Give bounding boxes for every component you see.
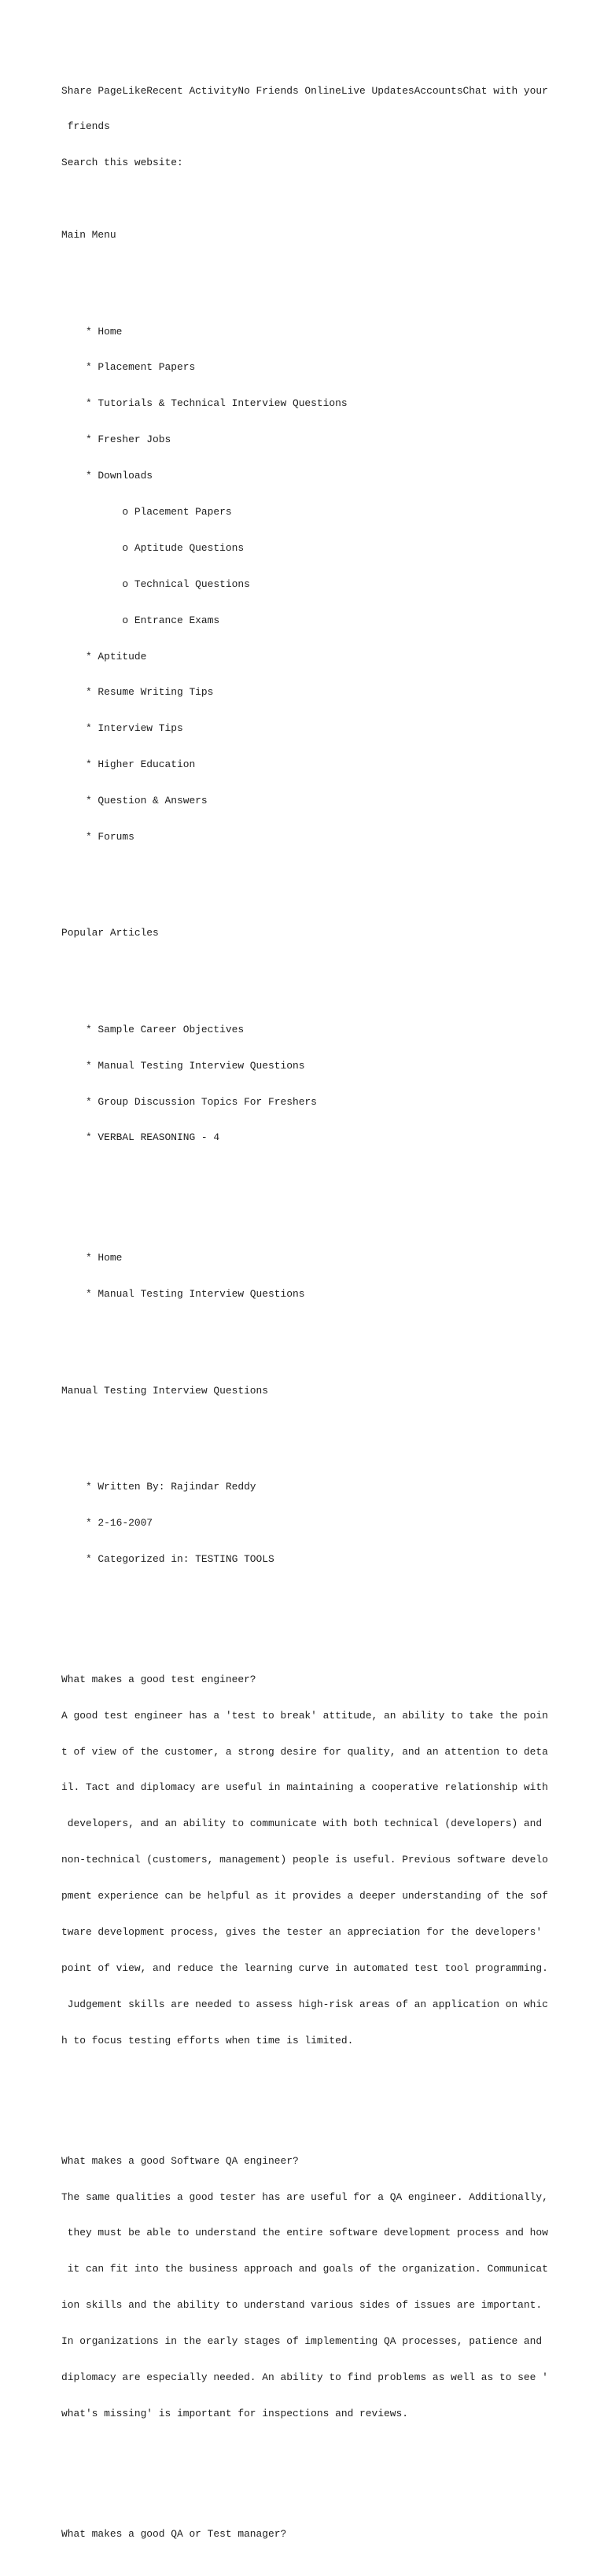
paragraph-line: non-technical (customers, management) people is useful. Previous software develo (61, 1854, 548, 1866)
article-section (61, 1649, 549, 2070)
submenu-item-aptitude-questions[interactable]: o Aptitude Questions (61, 541, 245, 554)
submenu-item-placement-papers[interactable]: o Placement Papers (61, 505, 232, 518)
popular-article-link[interactable]: * Manual Testing Interview Questions (61, 1059, 305, 1072)
menu-item-home[interactable]: * Home (61, 325, 123, 338)
section-question: What makes a good Software QA engineer? (61, 2154, 299, 2167)
paragraph-line: tware development process, gives the tester an appreciation for the developers' (61, 1926, 543, 1939)
submenu-item-entrance-exams[interactable]: o Entrance Exams (61, 614, 220, 626)
breadcrumb (61, 1228, 549, 1324)
paragraph-line: what's missing' is important for inspections and reviews. (61, 2407, 408, 2419)
menu-item-resume-writing-tips[interactable]: * Resume Writing Tips (61, 686, 214, 699)
menu-item-aptitude[interactable]: * Aptitude (61, 650, 147, 662)
menu-item-higher-education[interactable]: * Higher Education (61, 758, 196, 771)
paragraph-line: developers, and an ability to communicate with both technical (developers) and (61, 1818, 543, 1830)
section-question: What makes a good QA or Test manager? (61, 2527, 287, 2540)
paragraph-line: Judgement skills are needed to assess high-risk areas of an application on whic (61, 1998, 548, 2010)
search-label: Search this website: (61, 157, 183, 169)
submenu-item-technical-questions[interactable]: o Technical Questions (61, 578, 250, 590)
paragraph-line: t of view of the customer, a strong desire for quality, and an attention to deta (61, 1745, 548, 1758)
paragraph-line: il. Tact and diplomacy are useful in maintaining a cooperative relationship with (61, 1781, 548, 1794)
share-toolbar-line-cont[interactable]: friends (61, 120, 110, 133)
menu-item-interview-tips[interactable]: * Interview Tips (61, 722, 183, 735)
paragraph-line: The same qualities a good tester has are useful for a QA engineer. Additionally, (61, 2190, 548, 2203)
menu-item-downloads[interactable]: * Downloads (61, 470, 153, 482)
menu-item-question-answers[interactable]: * Question & Answers (61, 795, 208, 807)
popular-article-link[interactable]: * Sample Career Objectives (61, 1023, 245, 1035)
paragraph-line: A good test engineer has a 'test to break' attitude, an ability to take the poin (61, 1709, 548, 1722)
article-title: Manual Testing Interview Questions (61, 1384, 269, 1397)
popular-articles-list (61, 999, 549, 1168)
article-section (61, 2504, 549, 2563)
section-question: What makes a good test engineer? (61, 1673, 256, 1685)
main-menu-list (61, 301, 549, 867)
article-meta (61, 1456, 549, 1589)
paragraph-line: h to focus testing efforts when time is limited. (61, 2034, 354, 2046)
paragraph-line: pment experience can be helpful as it provides a deeper understanding of the sof (61, 1890, 548, 1902)
paragraph-line: they must be able to understand the entire software development process and how (61, 2227, 548, 2239)
menu-item-placement-papers[interactable]: * Placement Papers (61, 361, 196, 374)
article-section (61, 2131, 549, 2444)
paragraph-line: In organizations in the early stages of implementing QA processes, patience and (61, 2335, 543, 2348)
menu-item-tutorials[interactable]: * Tutorials & Technical Interview Questions (61, 397, 348, 410)
article-date: * 2-16-2007 (61, 1516, 153, 1529)
paragraph-line: diplomacy are especially needed. An ability to find problems as well as to see ' (61, 2371, 548, 2383)
popular-article-link[interactable]: * Group Discussion Topics For Freshers (61, 1095, 317, 1108)
paragraph-line: point of view, and reduce the learning curve in automated test tool programming. (61, 1962, 548, 1974)
article-author: * Written By: Rajindar Reddy (61, 1481, 256, 1493)
main-menu-heading: Main Menu (61, 229, 116, 242)
popular-articles-heading: Popular Articles (61, 927, 159, 939)
breadcrumb-current[interactable]: * Manual Testing Interview Questions (61, 1288, 305, 1301)
popular-article-link[interactable]: * VERBAL REASONING - 4 (61, 1131, 220, 1144)
document-body (61, 61, 549, 2576)
share-toolbar-line[interactable]: Share PageLikeRecent ActivityNo Friends OnlineLive UpdatesAccountsChat with your (61, 84, 548, 97)
paragraph-line: ion skills and the ability to understand various sides of issues are important. (61, 2299, 543, 2312)
paragraph-line: it can fit into the business approach and goals of the organization. Communicat (61, 2263, 548, 2275)
menu-item-fresher-jobs[interactable]: * Fresher Jobs (61, 434, 171, 446)
menu-item-forums[interactable]: * Forums (61, 831, 134, 843)
article-category[interactable]: * Categorized in: TESTING TOOLS (61, 1552, 274, 1565)
breadcrumb-home[interactable]: * Home (61, 1252, 123, 1264)
